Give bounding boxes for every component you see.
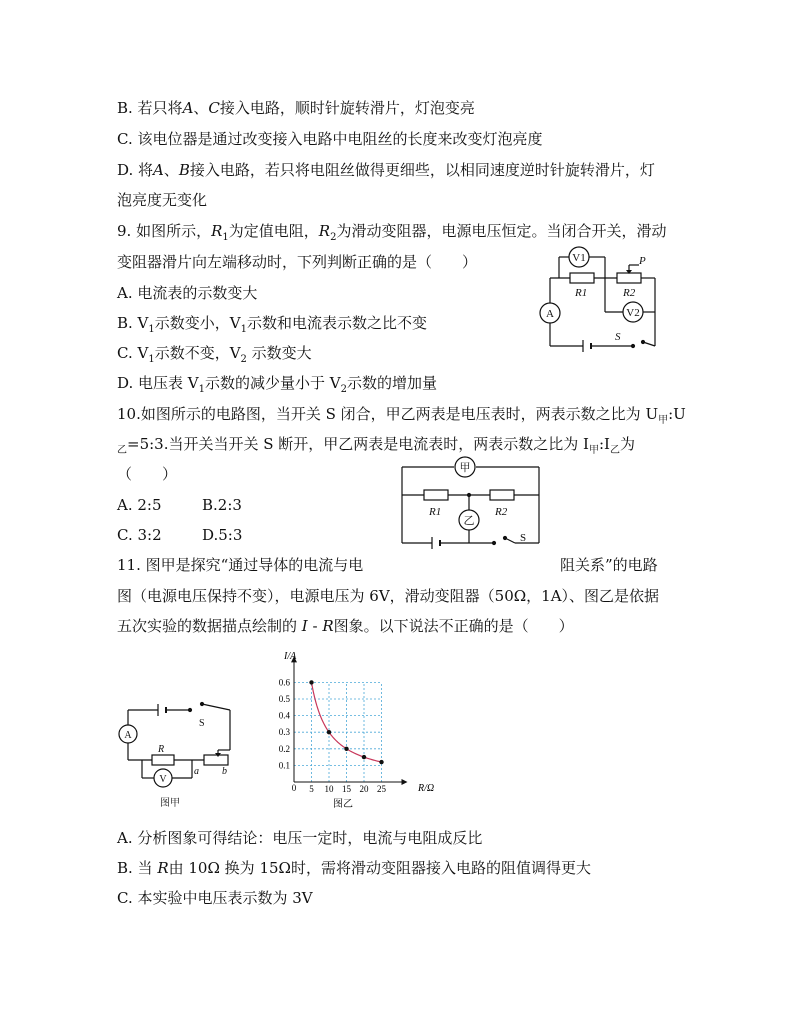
chart-y-tick-label: 0.6 [278, 677, 290, 688]
chart-y-axis-label: I/A [284, 651, 297, 662]
q10-sub-jia2: 甲 [589, 445, 599, 456]
chart-data-point [379, 760, 383, 764]
q11-voltmeter-label: V [159, 774, 167, 785]
q9-c-rest: 示数变大 [246, 344, 312, 362]
q8-option-b [117, 98, 475, 118]
q9-circuit-diagram [535, 240, 670, 360]
q10-circuit-diagram [392, 455, 547, 555]
q11-stem-line1b: 阻关系”的电路 [560, 556, 658, 574]
q10-jia-label: 甲 [459, 462, 471, 474]
q11-option-b [117, 858, 591, 878]
q9-d-rest: 示数的增加量 [347, 374, 438, 392]
q9-c-sub2: 2 [240, 354, 247, 365]
q9-b-sub1: 1 [148, 324, 155, 335]
chart-data-point [327, 730, 331, 734]
q11-stem3-pre: 五次实验的数据描点绘制的 [117, 617, 302, 635]
q9-r2: R [318, 222, 331, 240]
q11-b-label: b [222, 766, 227, 777]
q11-circuit-diagram [112, 692, 242, 812]
q10-option-b: B.2:3 [202, 496, 242, 514]
q9-b-rest: 示数和电流表示数之比不变 [247, 314, 428, 332]
chart-data-point [309, 680, 313, 684]
q8-d-sep: 、 [163, 161, 179, 179]
q8-b-rest: 接入电路，顺时针旋转滑片，灯泡变亮 [219, 99, 475, 117]
q8-option-c: C. 该电位器是通过改变接入电路中电阻丝的长度来改变灯泡亮度 [117, 130, 543, 148]
chart-x-tick-label: 25 [377, 784, 386, 794]
q9-r1-label: R1 [575, 287, 588, 299]
q9-d-mid: 示数的减少量小于 V [205, 374, 341, 392]
q8-d-label: D. 将 [117, 161, 154, 179]
q9-mid: 为定值电阻， [228, 222, 319, 240]
q9-c-sub1: 1 [148, 354, 155, 365]
q9-b-mid: 示数变小，V [154, 314, 241, 332]
chart-x-tick-label: 15 [342, 784, 351, 794]
q9-r2-sub: 2 [330, 232, 337, 243]
q10-option-d: D.5:3 [202, 526, 243, 544]
q9-option-b [117, 313, 427, 340]
chart-x-tick-label: 10 [324, 784, 334, 794]
q9-rest: 为滑动变阻器，电源电压恒定。当闭合开关，滑动 [336, 222, 667, 240]
q9-option-d [117, 373, 437, 400]
q9-v1-label: V1 [572, 252, 586, 264]
q9-r1-sub: 1 [222, 232, 229, 243]
q10-s-label: S [520, 532, 527, 544]
chart-x-axis-label: R/Ω [418, 783, 435, 794]
q9-c-pre: C. V [117, 344, 149, 362]
chart-y-tick-label: 0.2 [278, 743, 290, 754]
q10-stem1-mid: :U [668, 405, 686, 423]
q10-option-a: A. 2:5 [117, 496, 162, 514]
q11-b-rest: 由 10Ω 换为 15Ω时，需将滑动变阻器接入电路的阻值调得更大 [168, 859, 591, 877]
q8-d-rest: 接入电路，若只将电阻丝做得更细些，以相同速度逆时针旋转滑片，灯 [189, 161, 655, 179]
q10-r1-label: R1 [429, 506, 442, 518]
q10-option-c: C. 3:2 [117, 526, 162, 544]
chart-y-tick-label: 0.5 [278, 694, 290, 704]
q8-b-term-c: C [208, 99, 220, 117]
q11-stem3-i: I [301, 617, 308, 635]
q10-sub-yi2: 乙 [609, 445, 620, 456]
q10-stem-line1 [117, 404, 686, 431]
chart-y-tick-label: 0.4 [278, 710, 290, 721]
q9-option-a: A. 电流表的示数变大 [117, 284, 258, 302]
q9-r2-label: R2 [623, 287, 636, 299]
q9-d-pre: D. 电压表 V [117, 374, 199, 392]
q10-stem-line2 [117, 434, 635, 461]
q10-yi-label: 乙 [463, 515, 475, 527]
q11-r-label: R [158, 744, 165, 755]
q11-option-a: A. 分析图象可得结论：电压一定时，电流与电阻成反比 [117, 829, 483, 847]
q11-stem-line1a: 11. 图甲是探究“通过导体的电流与电 [117, 556, 364, 574]
q9-d-sub1: 1 [198, 384, 206, 395]
chart-y-tick-label: 0.3 [278, 727, 290, 738]
q10-stem2-mid: =5:3.当开关当开关 S 断开，甲乙两表是电流表时，两表示数之比为 I [127, 435, 589, 453]
q10-stem2-rest: 为 [619, 435, 635, 453]
q9-d-sub2: 2 [340, 384, 347, 395]
q9-p-label: P [639, 255, 646, 267]
q10-stem1-pre: 10.如图所示的电路图，当开关 S 闭合，甲乙两表是电压表时，两表示数之比为 U [117, 405, 659, 423]
q8-d-term-a: A [153, 161, 164, 179]
q11-fig-jia-caption: 图甲 [160, 798, 180, 809]
q9-option-c [117, 343, 312, 370]
q9-c-mid: 示数不变，V [154, 344, 241, 362]
q11-stem-line3 [117, 616, 574, 636]
q10-sub-jia: 甲 [658, 415, 669, 426]
q8-d-term-b: B [178, 161, 190, 179]
q10-stem2-mid2: :I [599, 435, 610, 453]
q9-b-pre: B. V [117, 314, 149, 332]
q9-stem-line2: 变阻器滑片向左端移动时，下列判断正确的是（ ） [117, 253, 478, 271]
q10-r2-label: R2 [495, 506, 508, 518]
chart-data-point [344, 747, 348, 751]
chart-x-tick-label: 5 [309, 784, 314, 794]
chart-data-point [362, 755, 366, 759]
q11-stem3-rest: 图象。以下说法不正确的是（ ） [333, 617, 574, 635]
q8-option-b-label: B. 若只将 [117, 99, 183, 117]
q11-stem-line2: 图（电源电压保持不变），电源电压为 6V，滑动变阻器（50Ω，1A）、图乙是依据 [117, 587, 660, 605]
q8-b-sep: 、 [193, 99, 209, 117]
q11-i-r-chart [250, 645, 450, 815]
chart-x-axis-arrow [402, 779, 408, 785]
q9-b-sub2: 1 [240, 324, 247, 335]
q10-sub-yi: 乙 [117, 445, 127, 456]
q8-option-d-cont: 泡亮度无变化 [117, 191, 208, 209]
chart-x-tick-label: 20 [359, 784, 369, 794]
q10-blank: （ ） [117, 465, 178, 483]
q8-option-d [117, 160, 655, 180]
q9-r1: R [211, 222, 223, 240]
q11-s-label: S [199, 718, 205, 729]
chart-y-tick-label: 0.1 [278, 760, 290, 771]
q9-v2-label: V2 [626, 307, 640, 319]
q11-stem3-r: R [322, 617, 334, 635]
q9-num: 9. 如图所示， [117, 222, 212, 240]
q11-b-pre: B. 当 [117, 859, 158, 877]
q9-s-label: S [615, 331, 621, 343]
q11-b-r: R [157, 859, 169, 877]
chart-origin-label: 0 [291, 783, 297, 793]
q9-ammeter-label: A [546, 308, 554, 320]
q11-ammeter-label: A [124, 730, 132, 741]
q8-b-term-a: A [182, 99, 194, 117]
q11-stem3-mid: - [307, 617, 323, 635]
q11-option-c: C. 本实验中电压表示数为 3V [117, 889, 313, 907]
chart-caption: 图乙 [333, 799, 353, 810]
q11-a-label: a [194, 766, 199, 777]
